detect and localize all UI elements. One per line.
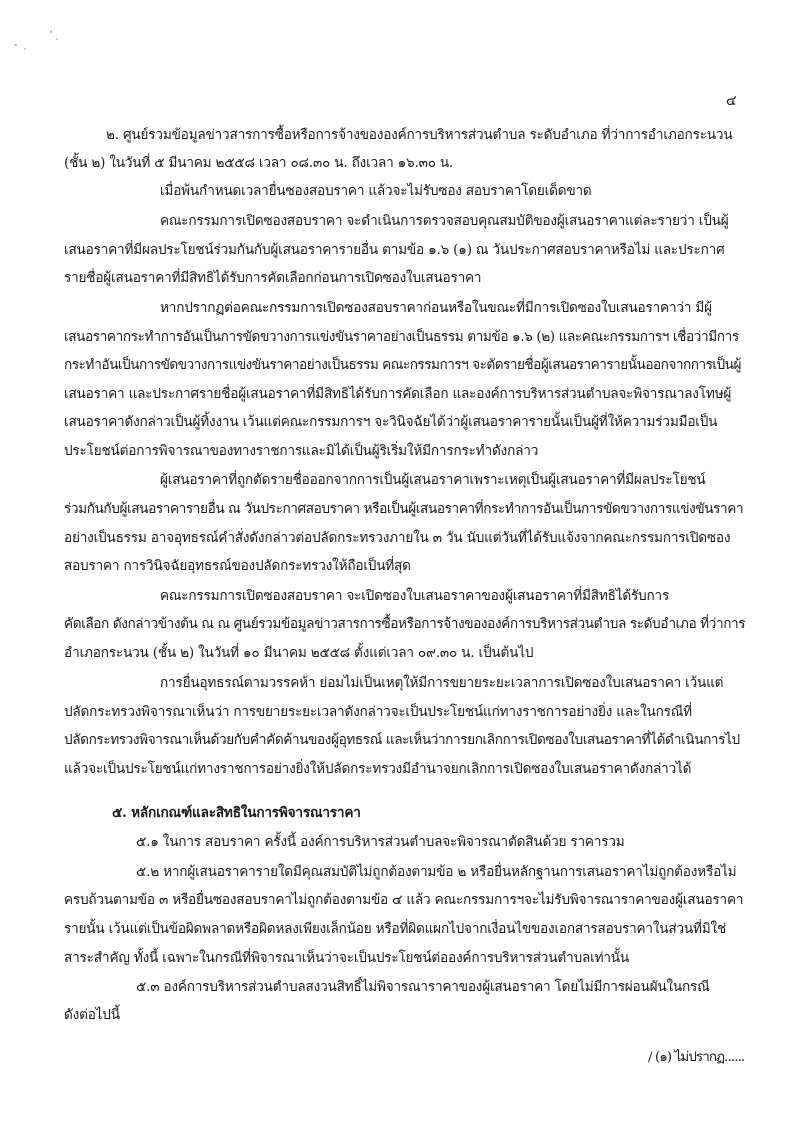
text-line: (ชั้น ๒) ในวันที่ ๕ มีนาคม ๒๕๕๘ เวลา ๐๘.๓๐ น. ถึงเวลา ๑๖.๓๐ น.: [64, 155, 454, 171]
text-line: อย่างเป็นธรรม อาจอุทธรณ์คำสั่งดังกล่าวต่อปลัดกระทรวงภายใน ๓ วัน นับแต่วันที่ได้รับแจ้งจากคณะกรรมการเปิดซอง: [64, 530, 731, 546]
text-line: ครบถ้วนตามข้อ ๓ หรือยื่นซองสอบราคาไม่ถูกต้องตามข้อ ๔ แล้ว คณะกรรมการฯจะไม่รับพิจารณาราคาของผู้เสนอราคา: [64, 892, 744, 908]
text-line: ผู้เสนอราคาที่ถูกตัดรายชื่อออกจากการเป็นผู้เสนอราคาเพราะเหตุเป็นผู้เสนอราคาที่มีผลประโยชน์: [160, 472, 706, 488]
text-line: คณะกรรมการเปิดซองสอบราคา จะเปิดซองใบเสนอราคาของผู้เสนอราคาที่มีสิทธิได้รับการ: [160, 588, 670, 604]
text-line: ๒. ศูนย์รวมข้อมูลข่าวสารการซื้อหรือการจ้างขององค์การบริหารส่วนตำบล ระดับอำเภอ ที่ว่าการอำเภอกระนวน: [106, 127, 733, 143]
text-line: คัดเลือก ดังกล่าวข้างต้น ณ ณ ศูนย์รวมข้อมูลข่าวสารการซื้อหรือการจ้างขององค์การบริหารส่วนตำบล ระดับอำเภอ ที่ว่าการ: [64, 616, 746, 632]
text-line: รายชื่อผู้เสนอราคาที่มีสิทธิได้รับการคัดเลือกก่อนการเปิดซองใบเสนอราคา: [64, 270, 482, 286]
text-line: การยื่นอุทธรณ์ตามวรรคห้า ย่อมไม่เป็นเหตุให้มีการขยายระยะเวลาการเปิดซองใบเสนอราคา เว้นแต่: [160, 675, 724, 691]
text-line: ปลัดกระทรวงพิจารณาเห็นว่า การขยายระยะเวลาดังกล่าวจะเป็นประโยชน์แก่ทางราชการอย่างยิ่ง และในกรณีที่: [64, 704, 692, 720]
continuation-note: / (๑) ไม่ปรากฏ......: [648, 1050, 745, 1065]
page-number: ๔: [726, 93, 737, 109]
text-line: ๕.๒ หากผู้เสนอราคารายใดมีคุณสมบัติไม่ถูกต้องตามข้อ ๒ หรือยื่นหลักฐานการเสนอราคาไม่ถูกต้องหรือไม่: [136, 864, 737, 880]
text-line: ร่วมกันกับผู้เสนอราคารายอื่น ณ วันประกาศสอบราคา หรือเป็นผู้เสนอราคาที่กระทำการอันเป็นการขัดขวางการแข่งขันราคา: [64, 501, 744, 517]
scan-speck: [24, 48, 26, 50]
text-line: สอบราคา การวินิจฉัยอุทธรณ์ของปลัดกระทรวงให้ถือเป็นที่สุด: [64, 558, 411, 574]
text-line: ดังต่อไปนี้: [64, 1007, 120, 1023]
text-line: ปลัดกระทรวงพิจารณาเห็นด้วยกับคำคัดค้านของผู้อุทธรณ์ และเห็นว่าการยกเลิกการเปิดซองใบเสนอราคาที่ได้ดำเนินการไป: [64, 732, 740, 748]
text-line: เสนอราคากระทำการอันเป็นการขัดขวางการแข่งขันราคาอย่างเป็นธรรม ตามข้อ ๑.๖ (๒) และคณะกรรมการฯ เชื่อว่ามีการ: [64, 329, 739, 345]
text-line: รายนั้น เว้นแต่เป็นข้อผิดพลาดหรือผิดหลงเพียงเล็กน้อย หรือที่ผิดแผกไปจากเงื่อนไขของเอกสารสอบราคาในส่วนที่มิใช่: [64, 921, 727, 937]
text-line: ประโยชน์ต่อการพิจารณาของทางราชการและมิได้เป็นผู้ริเริ่มให้มีการกระทำดังกล่าว: [64, 443, 539, 459]
text-line: แล้วจะเป็นประโยชน์แก่ทางราชการอย่างยิ่งให้ปลัดกระทรวงมีอำนาจยกเลิกการเปิดซองใบเสนอราคาดังกล่าวได้: [64, 761, 692, 777]
text-line: เสนอราคาดังกล่าวเป็นผู้ทิ้งงาน เว้นแต่คณะกรรมการฯ จะวินิจฉัยได้ว่าผู้เสนอราคารายนั้นเป็นผู้ที่ให้ความร่วมมือเป็น: [64, 414, 718, 430]
scan-speck: [50, 30, 52, 33]
text-line: อำเภอกระนวน (ชั้น ๒) ในวันที่ ๑๐ มีนาคม ๒๕๕๘ ตั้งแต่เวลา ๐๙.๓๐ น. เป็นต้นไป: [64, 645, 534, 661]
text-line: เสนอราคา และประกาศรายชื่อผู้เสนอราคาที่มีสิทธิได้รับการคัดเลือก และองค์การบริหารส่วนตำบลจะพิจารณาลงโทษผู้: [64, 386, 732, 402]
section-heading: ๕. หลักเกณฑ์และสิทธิในการพิจารณาราคา: [112, 805, 361, 821]
text-line: หากปรากฏต่อคณะกรรมการเปิดซองสอบราคาก่อนหรือในขณะที่มีการเปิดซองใบเสนอราคาว่า มีผู้: [160, 300, 712, 316]
text-line: เสนอราคาที่มีผลประโยชน์ร่วมกันกับผู้เสนอราคารายอื่น ตามข้อ ๑.๖ (๑) ณ วันประกาศสอบราคาหรือไม่ และประกาศ: [64, 242, 725, 258]
text-line: กระทำอันเป็นการขัดขวางการแข่งขันราคาอย่างเป็นธรรม คณะกรรมการฯ จะตัดรายชื่อผู้เสนอราคารายนั้นออกจากการเป็นผู้: [64, 357, 741, 373]
text-line: เมื่อพ้นกำหนดเวลายื่นซองสอบราคา แล้วจะไม่รับซอง สอบราคาโดยเด็ดขาด: [160, 183, 592, 199]
text-line: ๕.๑ ในการ สอบราคา ครั้งนี้ องค์การบริหารส่วนตำบลจะพิจารณาตัดสินด้วย ราคารวม: [136, 834, 625, 850]
text-line: ๕.๓ องค์การบริหารส่วนตำบลสงวนสิทธิ์ไม่พิจารณาราคาของผู้เสนอราคา โดยไม่มีการผ่อนผันในกรณี: [136, 979, 710, 995]
text-line: คณะกรรมการเปิดซองสอบราคา จะดำเนินการตรวจสอบคุณสมบัติของผู้เสนอราคาแต่ละรายว่า เป็นผู้: [160, 213, 729, 229]
text-line: สาระสำคัญ ทั้งนี้ เฉพาะในกรณีที่พิจารณาเห็นว่าจะเป็นประโยชน์ต่อองค์การบริหารส่วนตำบลเท่านั้น: [64, 950, 629, 966]
scan-speck: [56, 38, 58, 40]
scan-speck: [14, 44, 17, 46]
